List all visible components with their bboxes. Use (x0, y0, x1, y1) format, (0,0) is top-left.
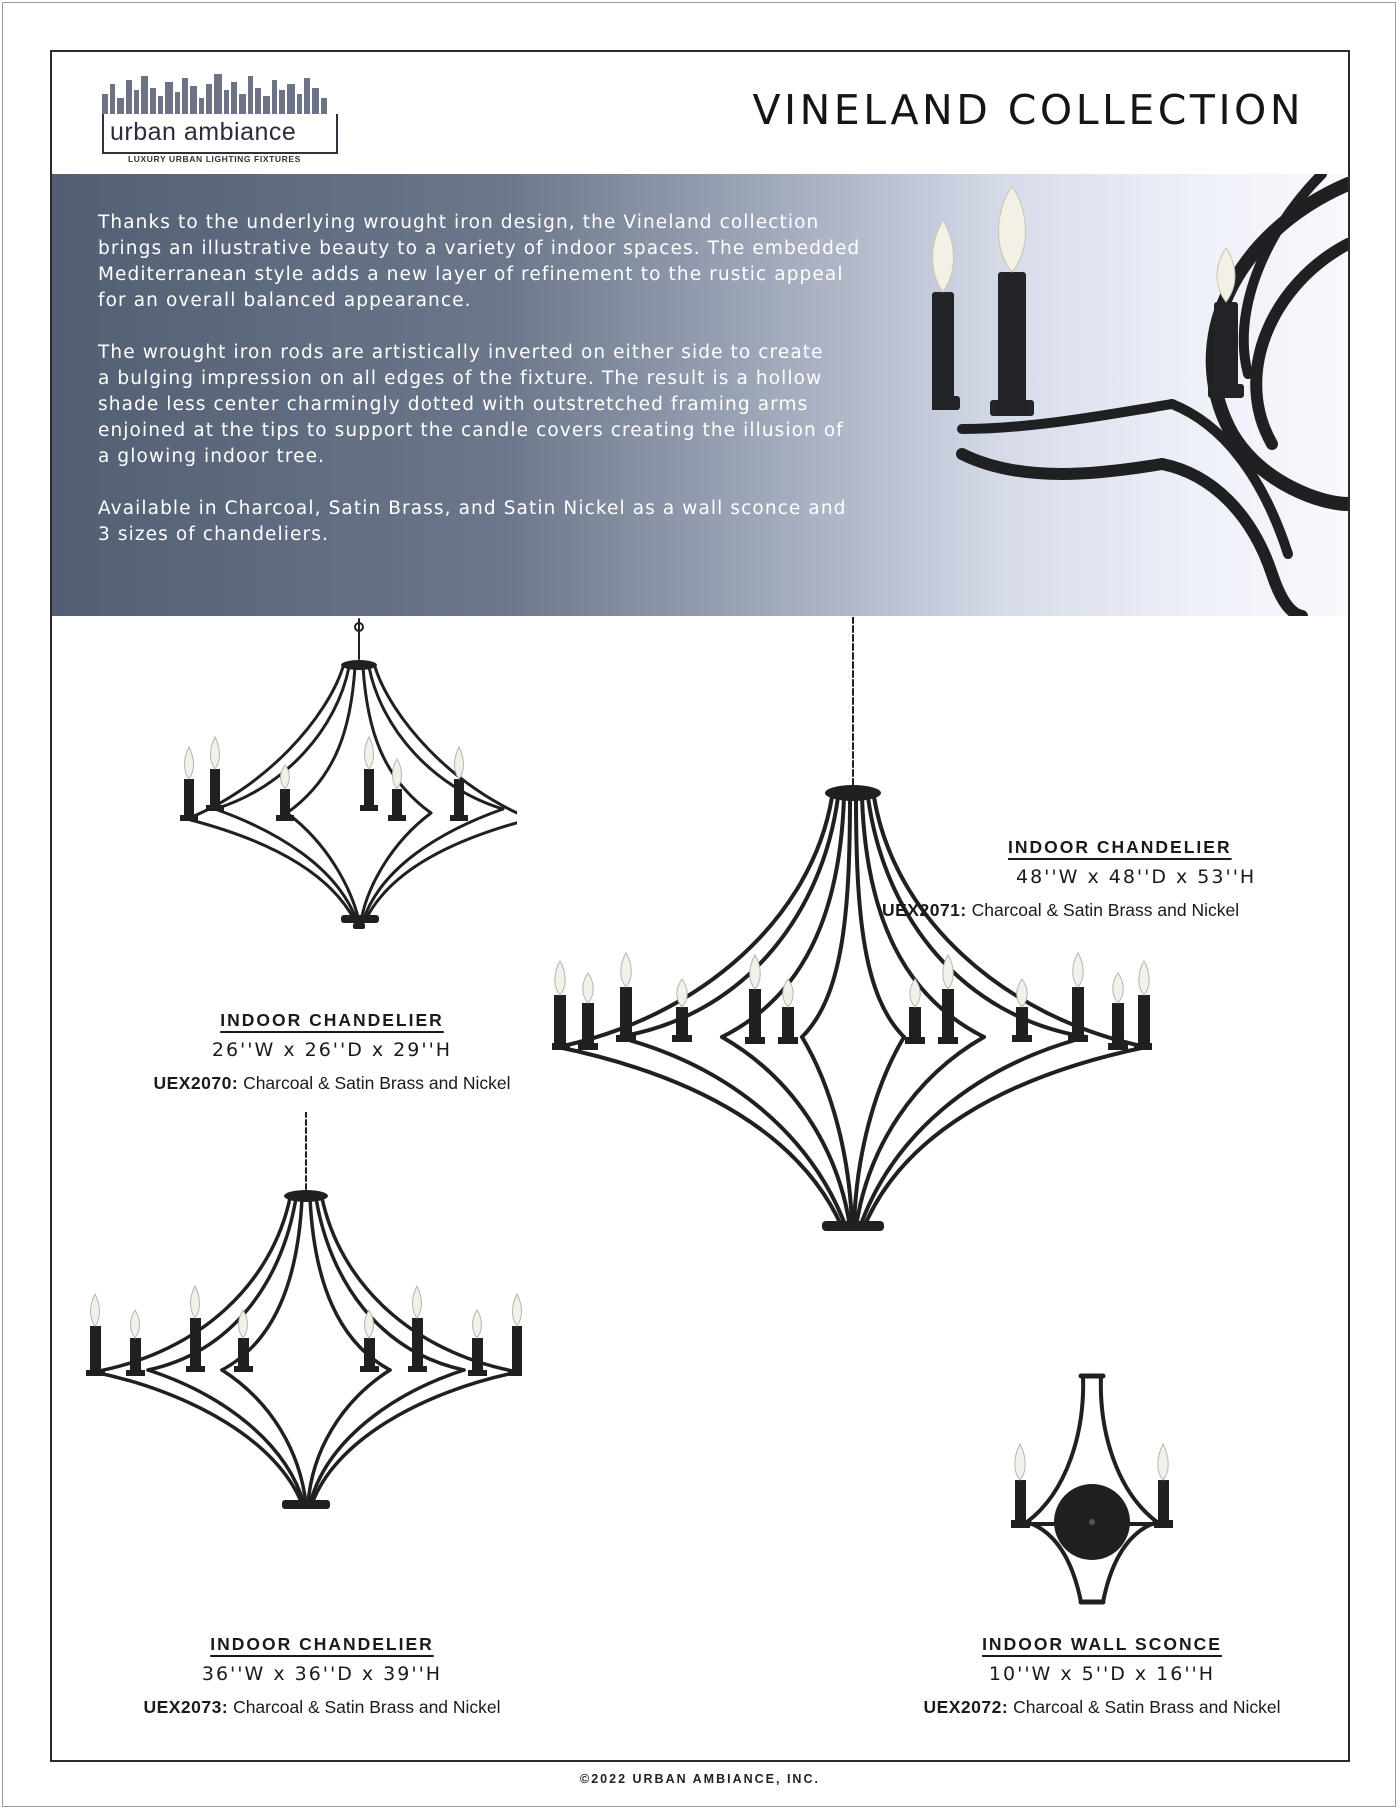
product-uex2070 (132, 1010, 532, 1094)
intro-paragraph: The wrought iron rods are artistically inverted on either side to create a bulging impression on all edges of the fixture. The result is a hollow shade less center charmingly dotted with outstretched framing arms enjoined at the tips to support the candle covers creating the illusion of a glowing indoor tree. (98, 342, 844, 467)
product-uex2071 (882, 837, 1322, 921)
brand-logo (98, 70, 358, 170)
chandelier-26-image (137, 617, 517, 957)
product-heading: INDOOR CHANDELIER (210, 1634, 434, 1654)
product-sku-line (122, 1697, 522, 1718)
product-heading: INDOOR CHANDELIER (1008, 837, 1232, 857)
wall-sconce-image (1007, 1372, 1177, 1612)
product-uex2073 (122, 1634, 522, 1718)
intro-paragraph: Available in Charcoal, Satin Brass, and Satin Nickel as a wall sconce and 3 sizes of chandeliers. (98, 498, 847, 545)
product-sku: UEX2070: (153, 1073, 239, 1093)
chandelier-48-image (552, 617, 1152, 1237)
chandelier-closeup-image (932, 174, 1348, 616)
product-finish: Charcoal & Satin Brass and Nickel (966, 900, 1240, 920)
product-heading: INDOOR WALL SCONCE (982, 1634, 1222, 1654)
copyright: ©2022 URBAN AMBIANCE, INC. (580, 1772, 820, 1786)
product-dimensions: 48''W x 48''D x 53''H (1016, 866, 1257, 888)
chandelier-36-image (82, 1112, 522, 1532)
brand-name: urban ambiance (110, 118, 297, 146)
product-heading: INDOOR CHANDELIER (220, 1010, 444, 1030)
product-finish: Charcoal & Satin Brass and Nickel (228, 1697, 501, 1717)
product-dimensions: 36''W x 36''D x 39''H (201, 1663, 443, 1685)
brand-tagline: LUXURY URBAN LIGHTING FIXTURES (128, 154, 301, 164)
product-sku: UEX2073: (143, 1697, 229, 1717)
product-sku-line (132, 1073, 532, 1094)
product-sku: UEX2072: (923, 1697, 1009, 1717)
product-sku-line (902, 1697, 1302, 1718)
page-title: VINELAND COLLECTION (752, 86, 1304, 134)
intro-text (98, 210, 898, 574)
product-finish: Charcoal & Satin Brass and Nickel (1008, 1697, 1281, 1717)
sheet-frame (50, 50, 1350, 1762)
intro-banner (52, 174, 1348, 616)
product-dimensions: 10''W x 5''D x 16''H (988, 1663, 1216, 1685)
product-sku-line (882, 900, 1322, 921)
product-dimensions: 26''W x 26''D x 29''H (211, 1039, 453, 1061)
intro-paragraph: Thanks to the underlying wrought iron design, the Vineland collection brings an illustrative beauty to a variety of indoor spaces. The embedded Mediterranean style adds a new layer of refinement to the rustic appeal for an overall balanced appearance. (98, 212, 861, 311)
product-sku: UEX2071: (882, 900, 967, 920)
product-uex2072 (902, 1634, 1302, 1718)
product-finish: Charcoal & Satin Brass and Nickel (238, 1073, 511, 1093)
